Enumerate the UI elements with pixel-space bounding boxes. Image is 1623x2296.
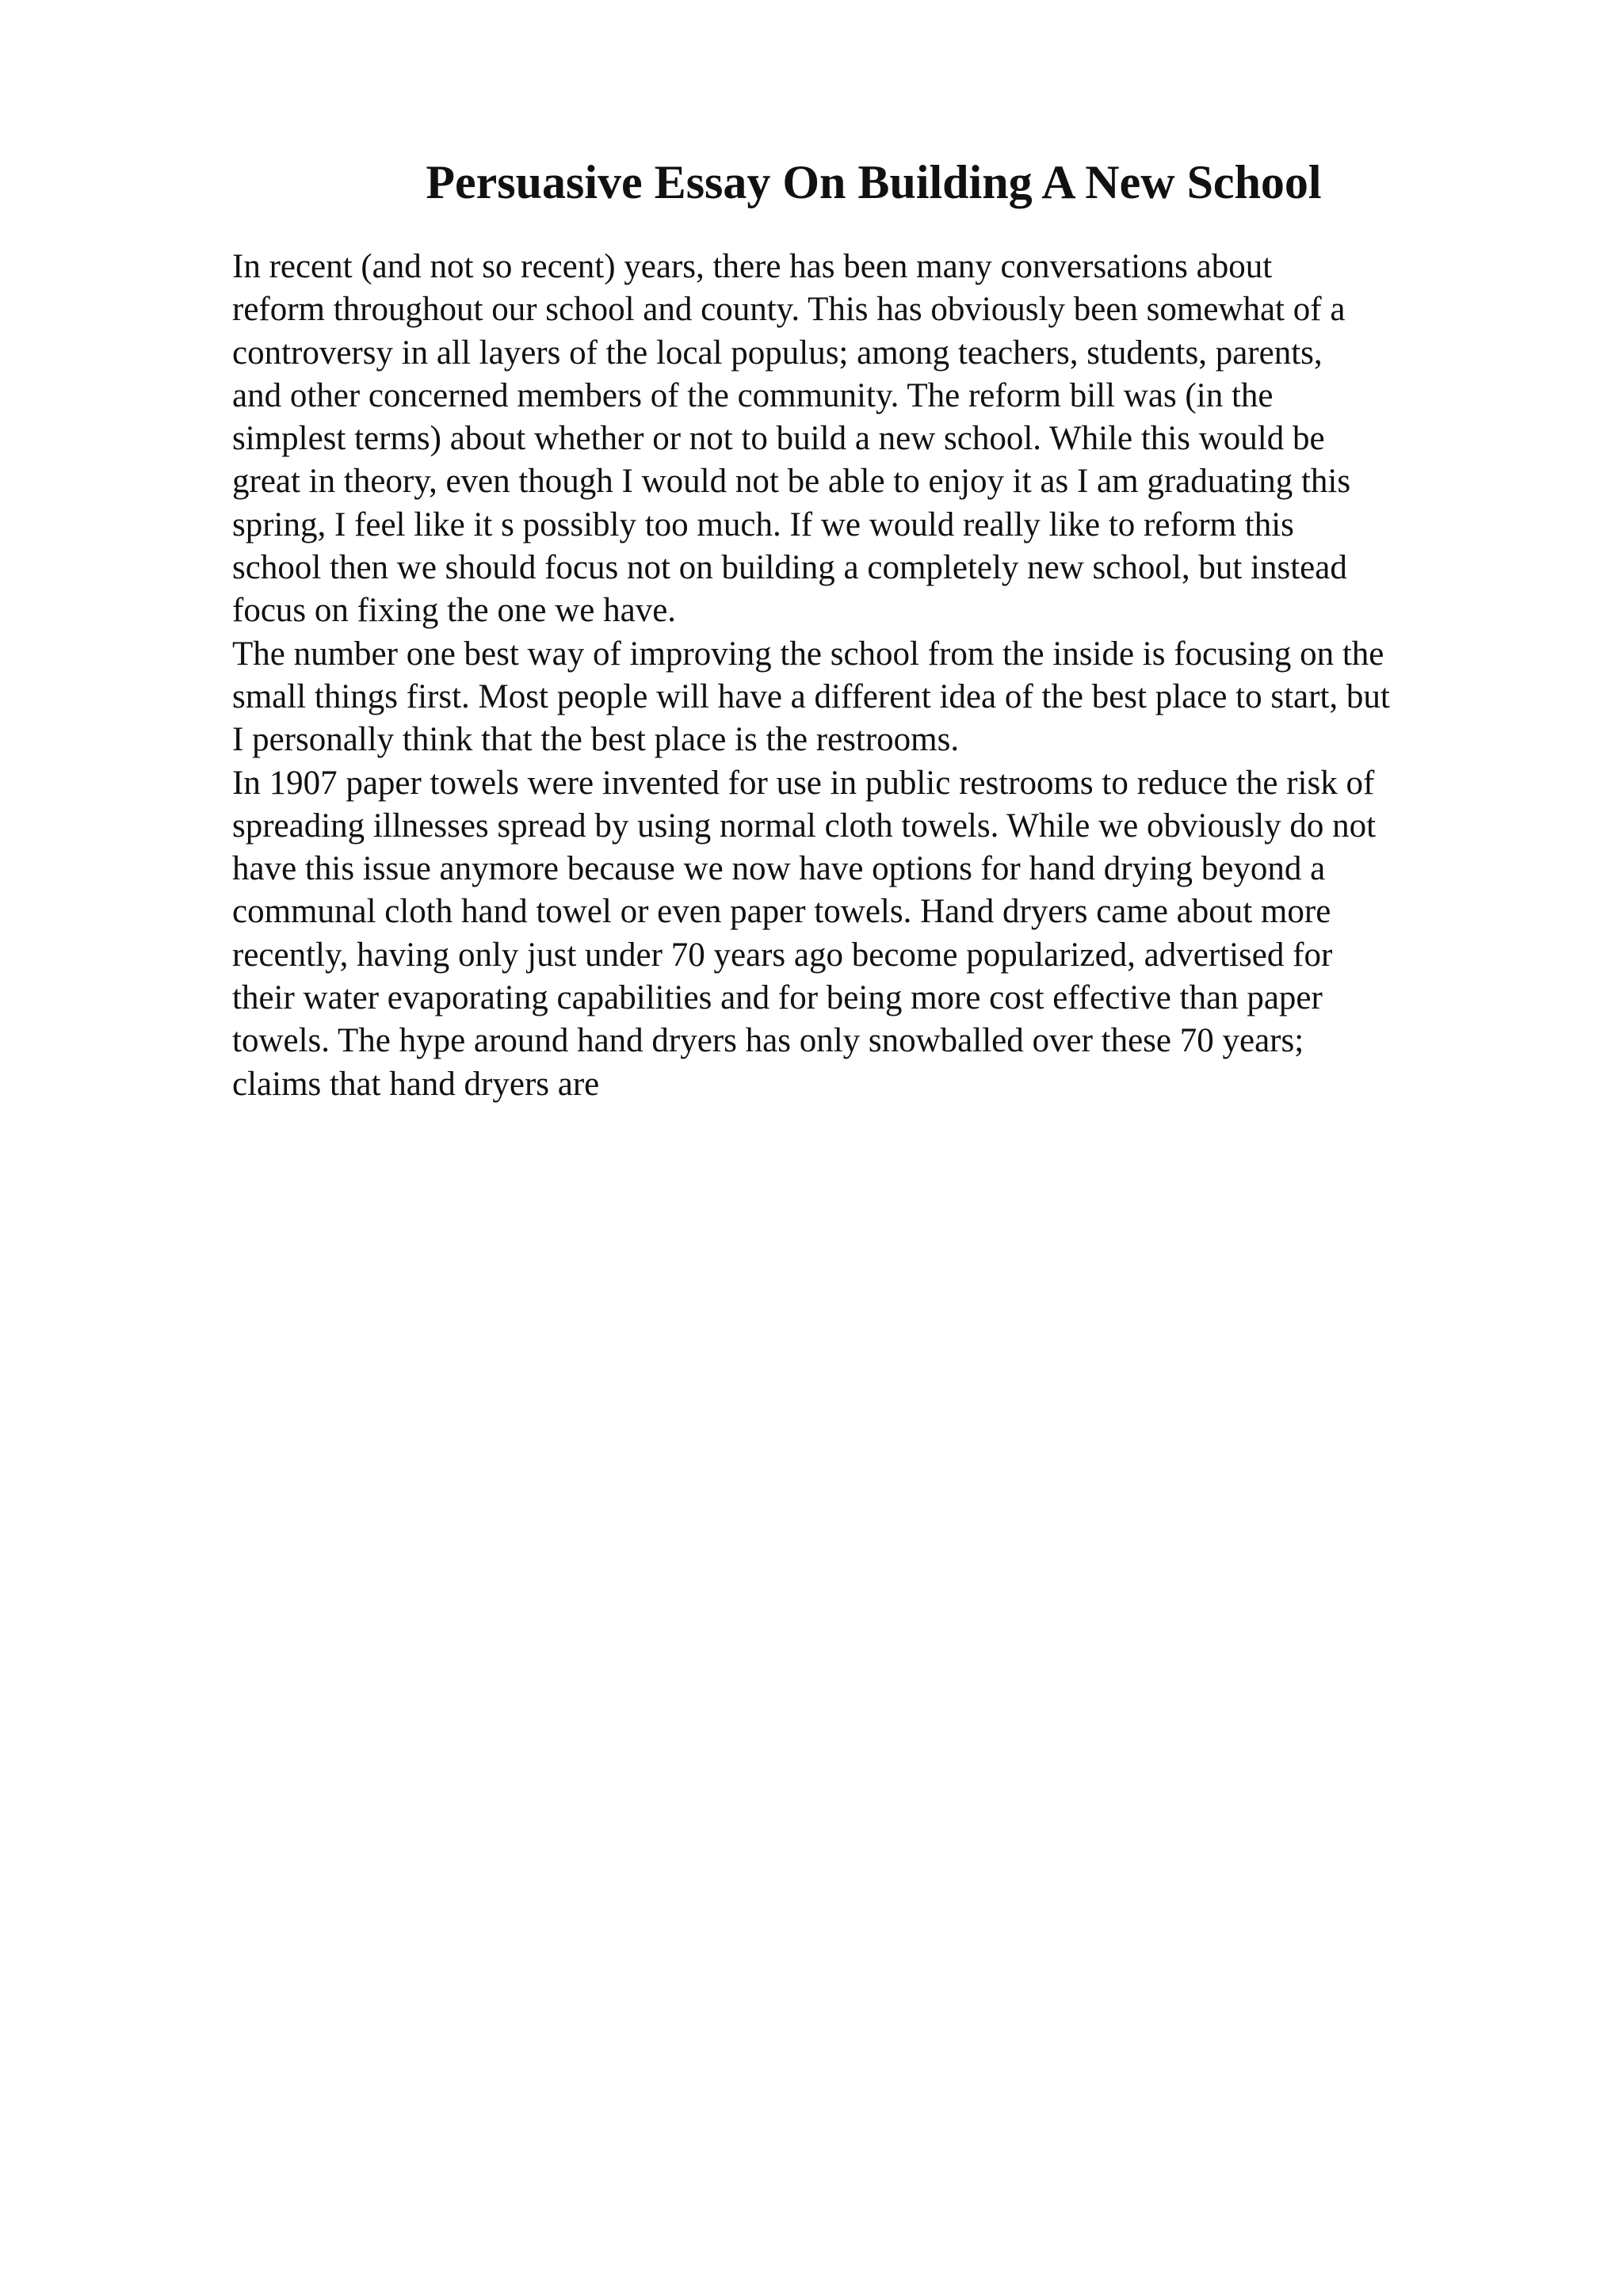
text-line: and other concerned members of the community. The reform bill was (in the [232, 376, 1274, 414]
text-line: recently, having only just under 70 years ago become popularized, advertised for [232, 936, 1333, 974]
text-line: great in theory, even though I would not be able to enjoy it as I am graduating this [232, 463, 1351, 501]
text-line: simplest terms) about whether or not to build a new school. While this would be [232, 420, 1325, 458]
text-line: have this issue anymore because we now have options for hand drying beyond a [232, 850, 1326, 888]
text-line: towels. The hype around hand dryers has only snowballed over these 70 years; [232, 1022, 1304, 1060]
text-line: focus on fixing the one we have. [232, 592, 677, 630]
text-line: controversy in all layers of the local populus; among teachers, students, parents, [232, 334, 1323, 372]
text-line: school then we should focus not on building a completely new school, but instead [232, 549, 1347, 587]
text-line: spreading illnesses spread by using normal cloth towels. While we obviously do not [232, 807, 1377, 845]
essay-body [232, 246, 1532, 1106]
text-line: In 1907 paper towels were invented for use in public restrooms to reduce the risk of [232, 764, 1375, 802]
text-line: The number one best way of improving the school from the inside is focusing on the [232, 635, 1384, 673]
text-line: I personally think that the best place is the restrooms. [232, 721, 960, 759]
text-line: spring, I feel like it s possibly too much. If we would really like to reform this [232, 505, 1294, 543]
text-line: claims that hand dryers are [232, 1065, 600, 1103]
page-title: Persuasive Essay On Building A New School [426, 156, 1322, 208]
text-line: small things first. Most people will have a different idea of the best place to start, but [232, 677, 1390, 715]
text-line: their water evaporating capabilities and for being more cost effective than paper [232, 979, 1323, 1017]
text-line: communal cloth hand towel or even paper towels. Hand dryers came about more [232, 893, 1331, 931]
text-line: In recent (and not so recent) years, there has been many conversations about [232, 248, 1273, 285]
text-line: reform throughout our school and county. This has obviously been somewhat of a [232, 291, 1346, 329]
